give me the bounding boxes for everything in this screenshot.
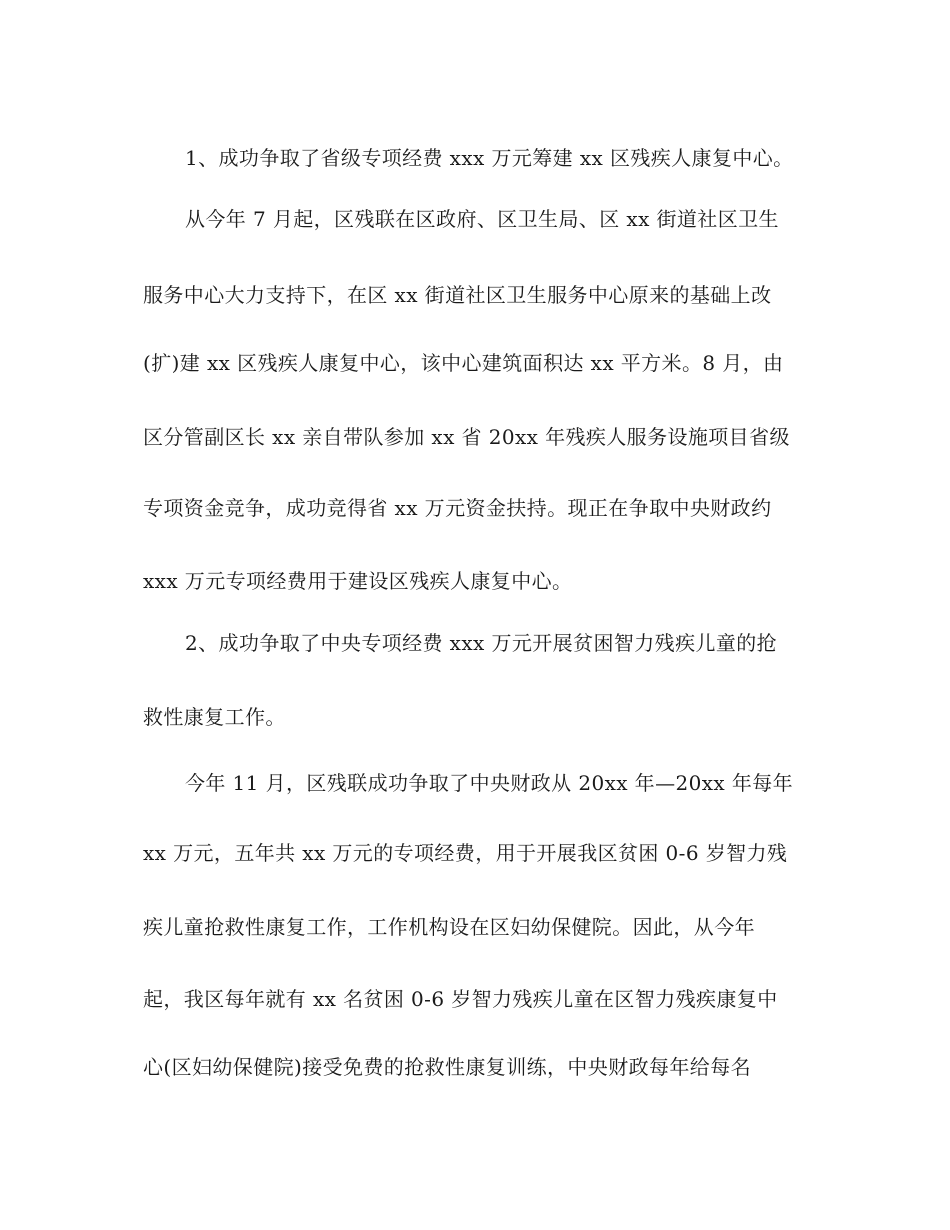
paragraph-1-heading: 1、成功争取了省级专项经费 xxx 万元筹建 xx 区残疾人康复中心。 [185, 146, 794, 170]
paragraph-2-line-4: 起，我区每年就有 xx 名贫困 0-6 岁智力残疾儿童在区智力残疾康复中 [143, 987, 778, 1011]
paragraph-2-heading-cont: 救性康复工作。 [143, 705, 286, 729]
paragraph-1-line-3: (扩)建 xx 区残疾人康复中心，该中心建筑面积达 xx 平方米。8 月，由 [143, 351, 784, 375]
paragraph-1-line-1: 从今年 7 月起，区残联在区政府、区卫生局、区 xx 街道社区卫生 [185, 207, 779, 231]
paragraph-2-line-1: 今年 11 月，区残联成功争取了中央财政从 20xx 年—20xx 年每年 [185, 771, 794, 795]
paragraph-2-line-5: 心(区妇幼保健院)接受免费的抢救性康复训练，中央财政每年给每名 [143, 1055, 752, 1079]
paragraph-2-line-2: xx 万元，五年共 xx 万元的专项经费，用于开展我区贫困 0-6 岁智力残 [143, 841, 788, 865]
paragraph-2-line-3: 疾儿童抢救性康复工作，工作机构设在区妇幼保健院。因此，从今年 [143, 915, 755, 939]
paragraph-1-line-6: xxx 万元专项经费用于建设区残疾人康复中心。 [143, 569, 573, 593]
paragraph-1-line-4: 区分管副区长 xx 亲自带队参加 xx 省 20xx 年残疾人服务设施项目省级 [143, 425, 790, 449]
paragraph-1-line-5: 专项资金竞争，成功竞得省 xx 万元资金扶持。现正在争取中央财政约 [143, 496, 772, 520]
paragraph-1-line-2: 服务中心大力支持下，在区 xx 街道社区卫生服务中心原来的基础上改 [143, 283, 772, 307]
paragraph-2-heading: 2、成功争取了中央专项经费 xxx 万元开展贫困智力残疾儿童的抢 [185, 631, 778, 655]
